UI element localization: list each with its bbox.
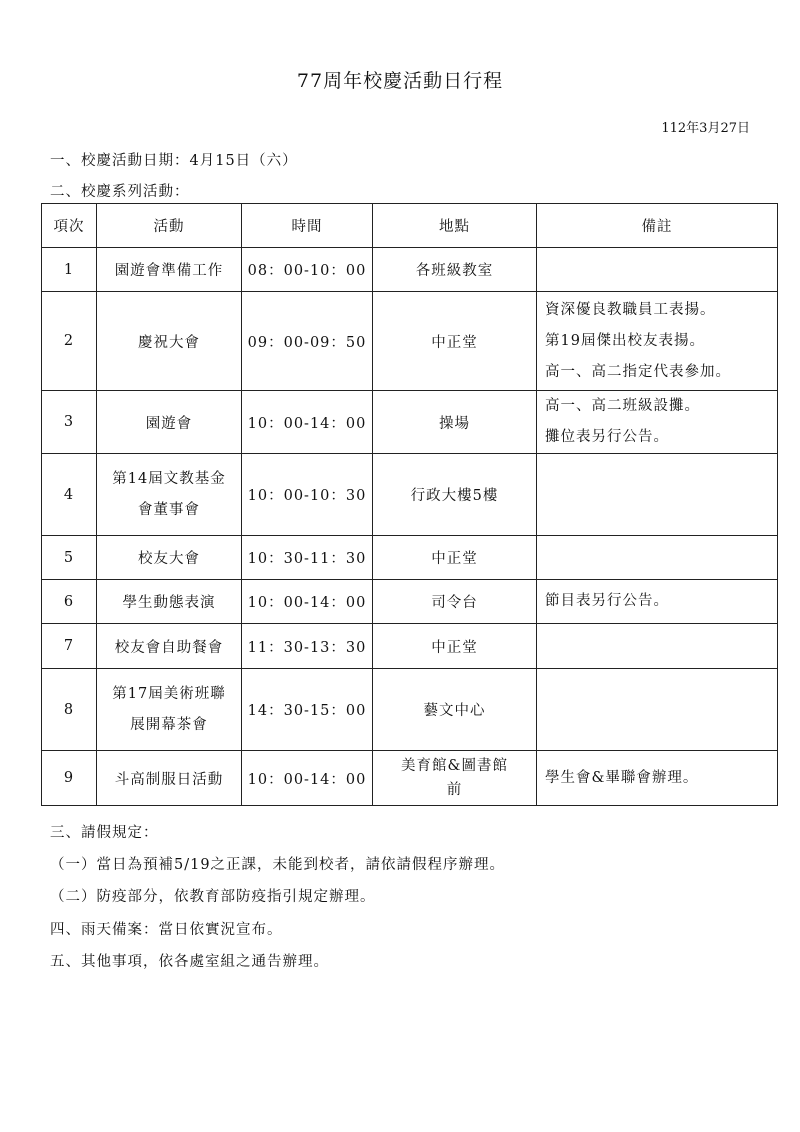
cell-time: 10：00-10：30: [242, 454, 373, 536]
cell-notes: [537, 454, 778, 536]
place-line: 行政大樓5樓: [410, 488, 499, 504]
cell-no: 7: [42, 624, 97, 669]
cell-activity: [97, 669, 242, 751]
activity-line: 斗高制服日活動: [114, 771, 224, 788]
document-date: 112年3月27日: [661, 121, 750, 136]
cell-time: 10：00-14：00: [242, 391, 373, 454]
table-row: [42, 454, 778, 536]
table-row: [42, 536, 778, 580]
header-place: 地點: [373, 204, 537, 248]
cell-place: [373, 248, 537, 292]
cell-notes: [537, 580, 778, 624]
cell-place: [373, 454, 537, 536]
cell-place: [373, 669, 537, 751]
table-header-row: [42, 204, 778, 248]
place-line: 中正堂: [431, 639, 478, 656]
place-line: 中正堂: [431, 551, 478, 567]
cell-place: [373, 751, 537, 806]
cell-place: [373, 624, 537, 669]
table-row: [42, 248, 778, 292]
activity-line: 第14屆文教基金: [112, 470, 226, 487]
place-line: 藝文中心: [423, 703, 486, 719]
note-line: 高一、高二指定代表參加。: [545, 363, 731, 380]
section-rain-plan: 四、雨天備案：當日依實況宣布。: [50, 922, 283, 938]
activity-line: 園遊會: [145, 415, 193, 432]
cell-notes: [537, 248, 778, 292]
activity-line: 展開幕茶會: [130, 716, 208, 733]
activity-line: 學生動態表演: [122, 595, 216, 611]
cell-no: 5: [42, 536, 97, 580]
place-line: 前: [446, 782, 463, 798]
activity-line: 第17屆美術班聯: [112, 685, 226, 702]
cell-time: 10：00-14：00: [242, 751, 373, 806]
cell-activity: [97, 391, 242, 454]
header-time: 時間: [242, 204, 373, 248]
cell-place: [373, 580, 537, 624]
place-line: 操場: [439, 415, 470, 432]
leave-rule-2: （二）防疫部分，依教育部防疫指引規定辦理。: [50, 889, 376, 905]
table-row: [42, 292, 778, 391]
cell-notes: [537, 669, 778, 751]
leave-rule-1: （一）當日為預補5/19之正課，未能到校者，請依請假程序辦理。: [50, 857, 506, 873]
section-leave-rules: 三、請假規定：: [50, 825, 159, 841]
note-line: 第19屆傑出校友表揚。: [545, 332, 705, 349]
cell-place: [373, 536, 537, 580]
activity-line: 會董事會: [138, 501, 200, 518]
section-activities-heading: 二、校慶系列活動：: [50, 184, 190, 200]
cell-no: 2: [42, 292, 97, 391]
cell-activity: [97, 454, 242, 536]
note-line: 高一、高二班級設攤。: [545, 398, 700, 414]
activity-schedule-table: [41, 203, 778, 806]
cell-time: 08：00-10：00: [242, 248, 373, 292]
cell-notes: [537, 292, 778, 391]
cell-time: 14：30-15：00: [242, 669, 373, 751]
cell-activity: [97, 580, 242, 624]
cell-activity: [97, 624, 242, 669]
cell-time: 11：30-13：30: [242, 624, 373, 669]
cell-activity: [97, 292, 242, 391]
cell-notes: [537, 751, 778, 806]
cell-no: 6: [42, 580, 97, 624]
cell-no: 9: [42, 751, 97, 806]
note-line: 節目表另行公告。: [545, 593, 669, 609]
section-other-matters: 五、其他事項，依各處室組之通告辦理。: [50, 954, 329, 970]
cell-activity: [97, 248, 242, 292]
cell-no: 8: [42, 669, 97, 751]
activity-line: 校友會自助餐會: [114, 639, 224, 656]
note-line: 攤位表另行公告。: [545, 429, 669, 445]
cell-notes: [537, 391, 778, 454]
header-activity: 活動: [97, 204, 242, 248]
cell-no: 1: [42, 248, 97, 292]
cell-time: 10：00-14：00: [242, 580, 373, 624]
place-line: 各班級教室: [415, 263, 494, 279]
table-row: [42, 669, 778, 751]
activity-line: 校友大會: [138, 551, 200, 567]
note-line: 資深優良教職員工表揚。: [545, 301, 716, 318]
table-row: [42, 391, 778, 454]
header-no: 項次: [42, 204, 97, 248]
cell-time: 10：30-11：30: [242, 536, 373, 580]
section-event-date: 一、校慶活動日期：4月15日（六）: [50, 153, 298, 169]
place-line: 美育館&圖書館: [401, 758, 508, 774]
cell-place: [373, 391, 537, 454]
place-line: 司令台: [431, 595, 478, 611]
cell-place: [373, 292, 537, 391]
table-row: [42, 624, 778, 669]
note-line: 學生會&畢聯會辦理。: [545, 769, 699, 786]
activity-line: 園遊會準備工作: [114, 263, 224, 279]
header-notes: 備註: [537, 204, 778, 248]
cell-time: 09：00-09：50: [242, 292, 373, 391]
activity-line: 慶祝大會: [138, 334, 200, 351]
table-row: [42, 751, 778, 806]
page-title: 77周年校慶活動日行程: [296, 70, 504, 92]
cell-activity: [97, 536, 242, 580]
cell-no: 4: [42, 454, 97, 536]
cell-activity: [97, 751, 242, 806]
place-line: 中正堂: [431, 334, 478, 351]
cell-notes: [537, 624, 778, 669]
table-row: [42, 580, 778, 624]
cell-no: 3: [42, 391, 97, 454]
cell-notes: [537, 536, 778, 580]
